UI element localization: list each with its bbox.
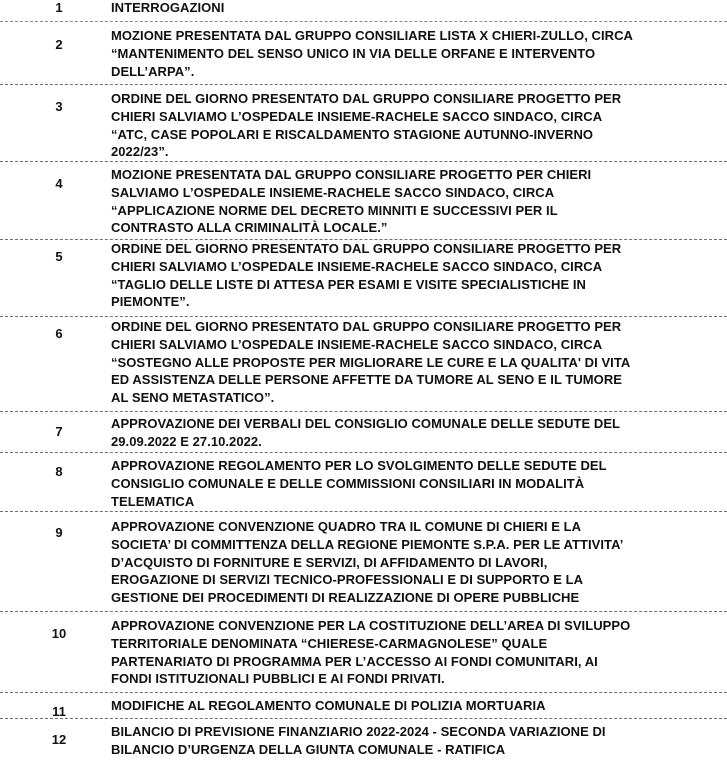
item-text: BILANCIO DI PREVISIONE FINANZIARIO 2022-2024 - SECONDA VARIAZIONE DI BILANCIO D’URGENZA DELLA GIUNTA COMUNALE - RATIFICA	[111, 724, 606, 757]
item-number: 2	[55, 37, 63, 52]
item-text: ORDINE DEL GIORNO PRESENTATO DAL GRUPPO CONSILIARE PROGETTO PER CHIERI SALVIAMO L’OSPEDALE INSIEME-RACHELE SACCO SINDACO, CIRCA “TAGLIO DELLE LISTE DI ATTESA PER ESAMI E VISITE SPECIALISTICHE IN PIEMONTE”.	[111, 241, 622, 310]
item-text: MOZIONE PRESENTATA DAL GRUPPO CONSILIARE PROGETTO PER CHIERI SALVIAMO L’OSPEDALE INSIEME-RACHELE SACCO SINDACO, CIRCA “APPLICAZIONE NORME DEL DECRETO MINNITI E SUCCESSIVI PER IL CONTRASTO ALLA CRIMINALITÀ LOCALE.”	[111, 167, 592, 236]
row-divider	[0, 411, 727, 412]
row-divider	[0, 718, 727, 719]
item-text: APPROVAZIONE REGOLAMENTO PER LO SVOLGIMENTO DELLE SEDUTE DEL CONSIGLIO COMUNALE E DELLE COMMISSIONI CONSILIARI IN MODALITÀ TELEMATICA	[111, 458, 607, 509]
item-number: 3	[55, 99, 63, 114]
item-number: 6	[55, 326, 63, 341]
item-number: 12	[51, 732, 67, 747]
row-divider	[0, 84, 727, 85]
item-number: 9	[55, 525, 63, 540]
item-text: ORDINE DEL GIORNO PRESENTATO DAL GRUPPO CONSILIARE PROGETTO PER CHIERI SALVIAMO L’OSPEDALE INSIEME-RACHELE SACCO SINDACO, CIRCA “SOSTEGNO ALLE PROPOSTE PER MIGLIORARE LE CURE E LA QUALITA' DI VITA ED ASSISTENZA DELLE PERSONE AFFETTE DA TUMORE AL SENO E IL TUMORE AL SENO METASTATICO”.	[111, 319, 631, 406]
item-number: 11	[52, 704, 66, 719]
row-divider	[0, 692, 727, 693]
row-divider	[0, 161, 727, 162]
item-number: 4	[55, 176, 63, 191]
item-number: 8	[55, 464, 63, 479]
row-divider	[0, 452, 727, 453]
item-number: 10	[51, 626, 67, 641]
item-text: APPROVAZIONE CONVENZIONE QUADRO TRA IL COMUNE DI CHIERI E LA SOCIETA’ DI COMMITTENZA DELLA REGIONE PIEMONTE S.P.A. PER LE ATTIVITA’ D’ACQUISTO DI FORNITURE E SERVIZI, DI AFFIDAMENTO DI LAVORI, EROGAZIONE DI SERVIZI TECNICO-PROFESSIONALI E DI SUPPORTO E LA GESTIONE DEI PROCEDIMENTI DI REALIZZAZIONE DI OPERE PUBBLICHE	[111, 519, 624, 606]
row-divider	[0, 21, 727, 22]
row-divider	[0, 611, 727, 612]
item-text: MODIFICHE AL REGOLAMENTO COMUNALE DI POLIZIA MORTUARIA	[111, 698, 546, 713]
row-divider	[0, 316, 727, 317]
item-text: ORDINE DEL GIORNO PRESENTATO DAL GRUPPO CONSILIARE PROGETTO PER CHIERI SALVIAMO L’OSPEDALE INSIEME-RACHELE SACCO SINDACO, CIRCA “ATC, CASE POPOLARI E RISCALDAMENTO STAGIONE AUTUNNO-INVERNO 2022/23”.	[111, 91, 622, 160]
item-text: APPROVAZIONE CONVENZIONE PER LA COSTITUZIONE DELL’AREA DI SVILUPPO TERRITORIALE DENOMINATA “CHIERESE-CARMAGNOLESE” QUALE PARTENARIATO DI PROGRAMMA PER L’ACCESSO AI FONDI COMUNITARI, AI FONDI ISTITUZIONALI PUBBLICI E AI FONDI PRIVATI.	[111, 618, 631, 687]
item-text: INTERROGAZIONI	[111, 0, 225, 15]
row-divider	[0, 511, 727, 512]
item-number: 1	[55, 0, 63, 15]
item-text: APPROVAZIONE DEI VERBALI DEL CONSIGLIO COMUNALE DELLE SEDUTE DEL 29.09.2022 E 27.10.2022.	[111, 416, 621, 449]
item-number: 5	[55, 249, 63, 264]
item-number: 7	[55, 424, 63, 439]
item-text: MOZIONE PRESENTATA DAL GRUPPO CONSILIARE LISTA X CHIERI-ZULLO, CIRCA “MANTENIMENTO DEL SENSO UNICO IN VIA DELLE ORFANE E INTERVENTO DELL’ARPA”.	[111, 28, 633, 79]
